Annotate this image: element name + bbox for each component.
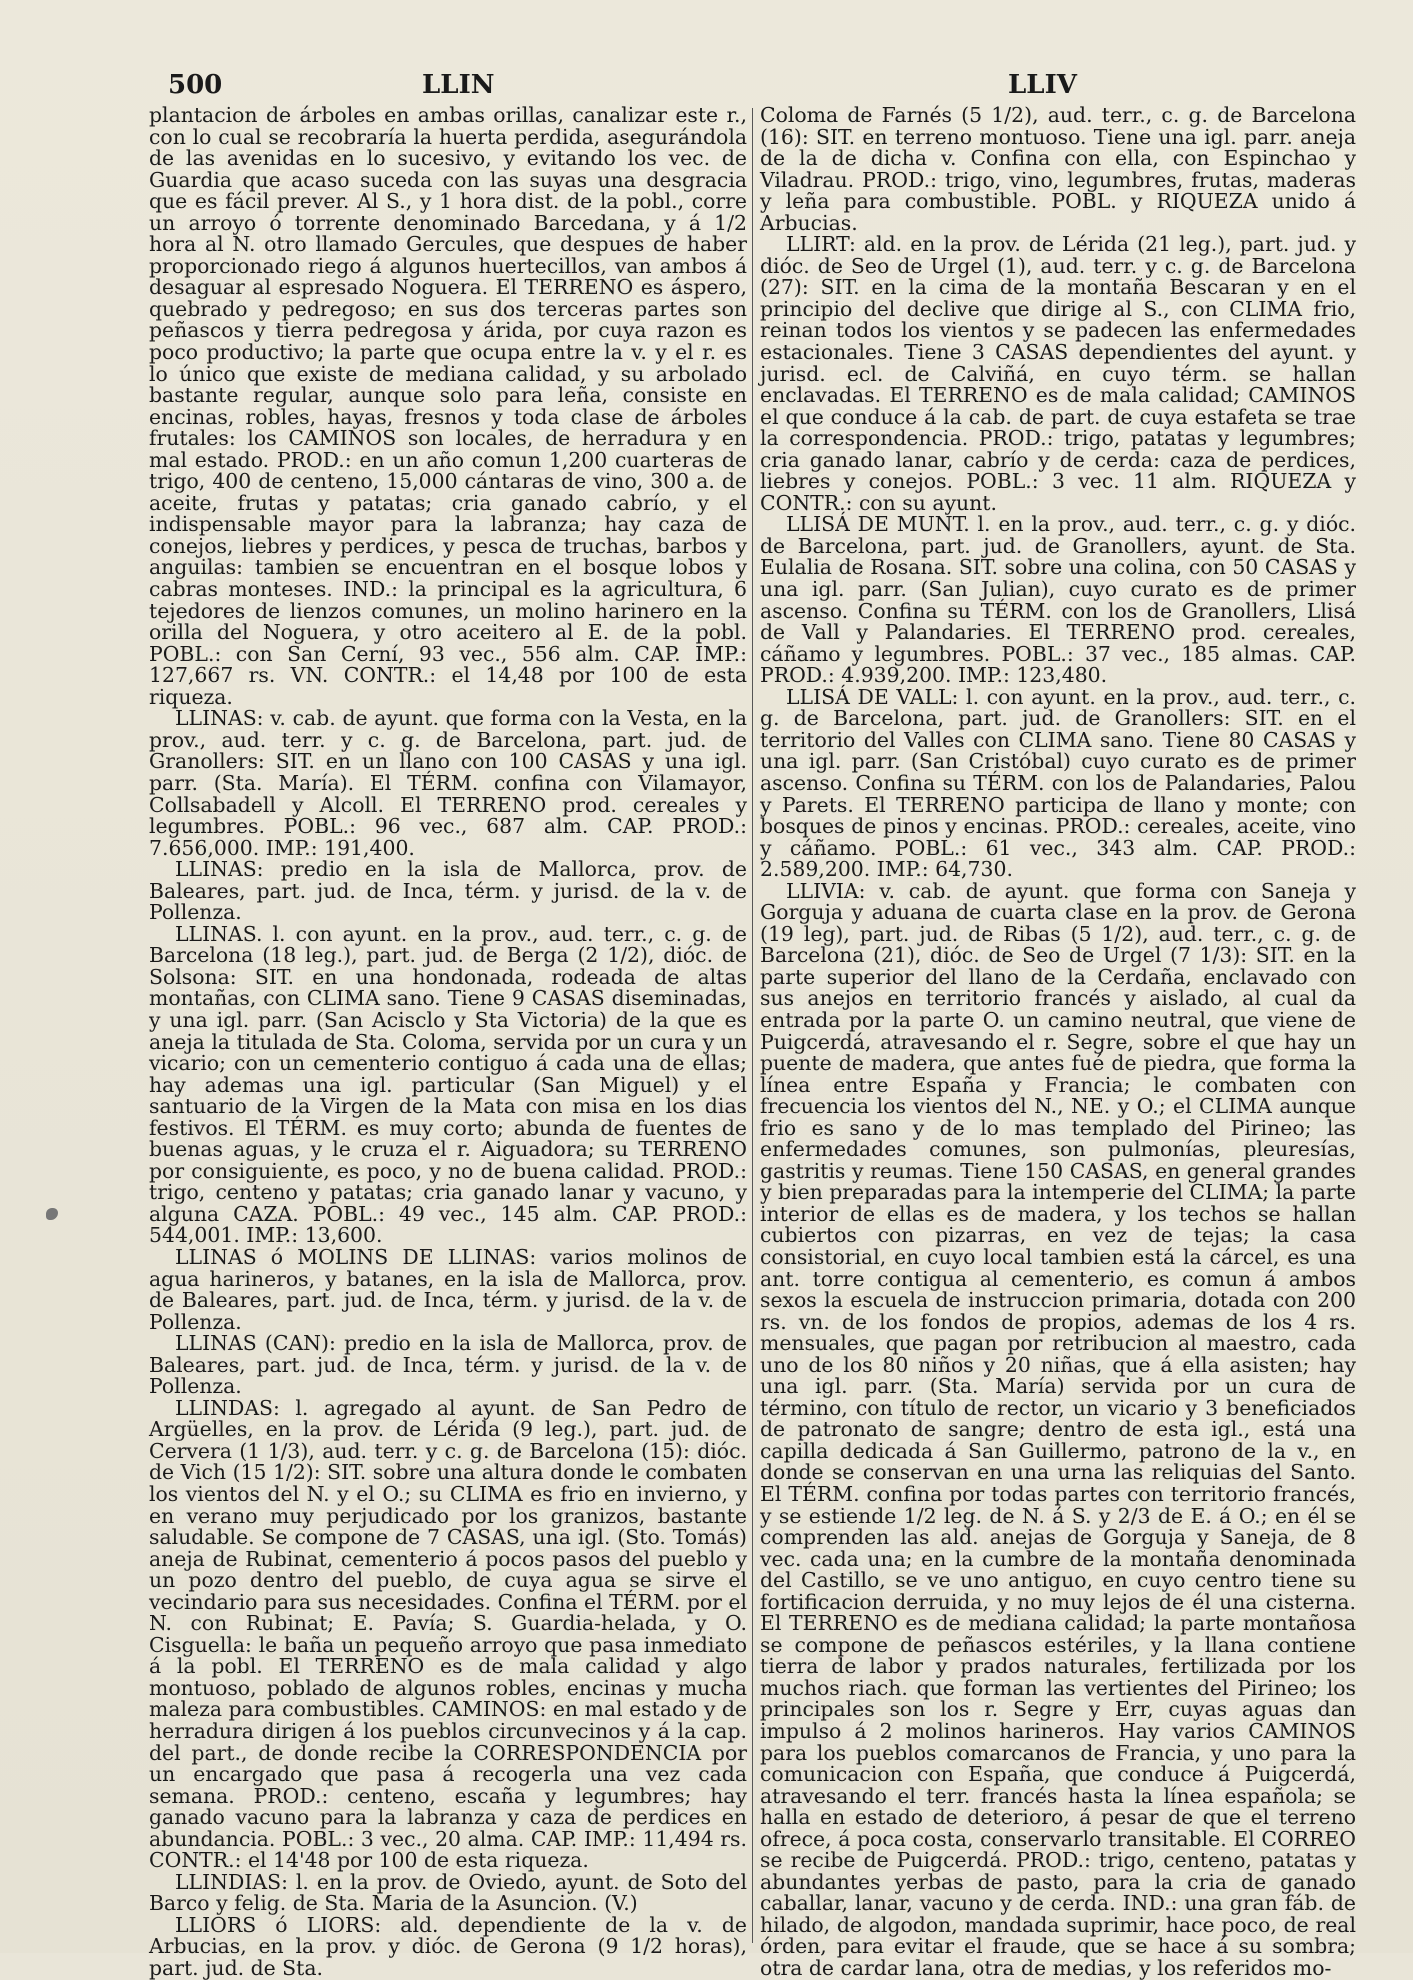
ink-speck — [46, 1208, 58, 1220]
entry-paragraph: LLISÁ DE VALL: l. con ayunt. en la prov., aud. terr., c. g. de Barcelona, part. jud. de Granollers: SIT. en el territorio del Valles con CLIMA sano. Tiene 80 CASAS y una igl. parr. (San Cristóbal) cuyo curato es de primer ascenso. Confina su TÉRM. con los de Palandaries, Palou y Parets. El TERRENO participa de llano y monte; con bosques de pinos y encinas. PROD.: cereales, aceite, vino y cáñamo. POBL.: 61 vec., 343 alm. CAP. PROD.: 2.589,200. IMP.: 64,730. — [760, 684, 1356, 882]
entry-paragraph: LLINAS ó MOLINS DE LLINAS: varios molinos de agua harineros, y batanes, en la isla de Mallorca, prov. de Baleares, part. jud. de Inca, térm. y jurisd. de la v. de Pollenza. — [149, 1244, 747, 1334]
entry-paragraph: LLINAS: v. cab. de ayunt. que forma con la Vesta, en la prov., aud. terr. y c. g. de Barcelona, part. jud. de Granollers: SIT. en un llano con 100 CASAS y una igl. parr. (Sta. María). El TÉRM. confina con Vilamayor, Collsabadell y Alcoll. El TERRENO prod. cereales y legumbres. POBL.: 96 vec., 687 alm. CAP. PROD.: 7.656,000. IMP.: 191,400. — [149, 706, 747, 860]
entry-paragraph: LLIRT: ald. en la prov. de Lérida (21 leg.), part. jud. y dióc. de Seo de Urgel (1), aud. terr. y c. g. de Barcelona (27): SIT. en la cima de la montaña Bescaran y en el principio del declive que dirige al S., con CLIMA frio, reinan todos los vientos y se padecen las enfermedades estacionales. Tiene 3 CASAS dependientes del ayunt. y jurisd. ecl. de Calviñá, en cuyo térm. se hallan enclavadas. El TERRENO es de mala calidad; CAMINOS el que conduce á la cab. de part. de cuya estafeta se trae la correspondencia. PROD.: trigo, patatas y legumbres; cria ganado lanar, cabrío y de cerda: caza de perdices, liebres y conejos. POBL.: 3 vec. 11 alm. RIQUEZA y CONTR.: con su ayunt. — [760, 232, 1356, 515]
right-running-head: LLIV — [1008, 70, 1077, 100]
column-divider — [752, 108, 753, 1943]
entry-paragraph: LLIVIA: v. cab. de ayunt. que forma con Saneja y Gorguja y aduana de cuarta clase en la prov. de Gerona (19 leg), part. jud. de Ribas (5 1/2), aud. terr., c. g. de Barcelona (21), dióc. de Seo de Urgel (7 1/3): SIT. en la parte superior del llano de la Cerdaña, enclavado con sus anejos en territorio francés y aislado, al cual da entrada por la parte O. un camino neutral, que viene de Puigcerdá, atravesando el r. Segre, sobre el que hay un puente de madera, que antes fué de piedra, que forma la línea entre España y Francia; le combaten con frecuencia los vientos del N., NE. y O.; el CLIMA aunque frio es sano y de lo mas templado del Pirineo; las enfermedades comunes, son pulmonías, pleuresías, gastritis y reumas. Tiene 150 CASAS, en general grandes y bien preparadas para la intemperie del CLIMA; la parte interior de ellas es de madera, y los techos se hallan cubiertos con pizarras, en vez de tejas; la casa consistorial, en cuyo local tambien está la cárcel, es una ant. torre contigua al cementerio, es comun á ambos sexos la escuela de instruccion primaria, dotada con 200 rs. vn. de los fondos de propios, ademas de los 4 rs. mensuales, que pagan por retribucion al maestro, cada uno de los 80 niños y 20 niñas, que á ella asisten; hay una igl. parr. (Sta. María) servida por un cura de término, con título de rector, un vicario y 3 beneficiados de patronato de sangre; dentro de esta igl., está una capilla dedicada á San Guillermo, patrono de la v., en donde se conservan en una urna las reliquias del Santo. El TÉRM. confina por todas partes con territorio francés, y se estiende 1/2 leg. de N. á S. y 2/3 de E. á O.; en él se comprenden las ald. anejas de Gorguja y Saneja, de 8 vec. cada una; en la cumbre de la montaña denominada del Castillo, se ve uno antiguo, en cuyo centro tiene su fortificacion derruida, y no muy lejos de él una cisterna. El TERRENO es de mediana calidad; la parte montañosa se compone de peñascos estériles, y la llana contiene tierra de labor y prados naturales, fertilizada por los muchos riach. que forman las vertientes del Pirineo; los principales son los r. Segre y Err, cuyas aguas dan impulso á 2 molinos harineros. Hay varios CAMINOS para los pueblos comarcanos de Francia, y uno para la comunicacion con España, que conduce á Puigcerdá, atravesando el terr. francés hasta la línea española; se halla en estado de deterioro, á pesar de que el terreno ofrece, á poca costa, conservarlo transitable. El CORREO se recibe de Puigcerdá. PROD.: trigo, centeno, patatas y abundantes yerbas de pasto, para la cria de ganado caballar, lanar, vacuno y de cerda. IND.: una gran fáb. de hilado, de algodon, mandada suprimir, hace poco, de real órden, para evitar el fraude, que se hace á su sombra; otra de cardar lana, otra de medias, y los referidos mo- — [760, 878, 1356, 1980]
right-column — [760, 103, 1356, 1980]
entry-paragraph: LLINDIAS: l. en la prov. de Oviedo, ayunt. de Soto del Barco y felig. de Sta. Maria de la Asuncion. (V.) — [149, 1869, 747, 1916]
entry-paragraph: LLISÁ DE MUNT. l. en la prov., aud. terr., c. g. y dióc. de Barcelona, part. jud. de Granollers, ayunt. de Sta. Eulalia de Rosana. SIT. sobre una colina, con 50 CASAS y una igl. parr. (San Julian), cuyo curato es de primer ascenso. Confina su TÉRM. con los de Granollers, Llisá de Vall y Palandaries. El TERRENO prod. cereales, cáñamo y legumbres. POBL.: 37 vec., 185 almas. CAP. PROD.: 4.939,200. IMP.: 123,480. — [760, 512, 1356, 688]
entry-paragraph: LLINAS. l. con ayunt. en la prov., aud. terr., c. g. de Barcelona (18 leg.), part. jud. de Berga (2 1/2), dióc. de Solsona: SIT. en una hondonada, rodeada de altas montañas, con CLIMA sano. Tiene 9 CASAS diseminadas, y una igl. parr. (San Acisclo y Sta Victoria) de la que es aneja la titulada de Sta. Coloma, servida por un cura y un vicario; con un cementerio contiguo á cada una de ellas; hay ademas una igl. particular (San Miguel) y el santuario de la Virgen de la Mata con misa en los dias festivos. El TÉRM. es muy corto; abunda de fuentes de buenas aguas, y le cruza el r. Aiguadora; su TERRENO por consiguiente, es poco, y no de buena calidad. PROD.: trigo, centeno y patatas; cria ganado lanar y vacuno, y alguna CAZA. POBL.: 49 vec., 145 alm. CAP. PROD.: 544,001. IMP.: 13,600. — [149, 921, 747, 1248]
entry-paragraph: LLIORS ó LIORS: ald. dependiente de la v. de Arbucias, en la prov. y dióc. de Gerona (9 1/2 horas), part. jud. de Sta. — [149, 1912, 747, 1980]
page-number: 500 — [168, 70, 223, 100]
left-running-head: LLIN — [422, 70, 495, 100]
entry-paragraph: LLINAS (CAN): predio en la isla de Mallorca, prov. de Baleares, part. jud. de Inca, térm. y jurisd. de la v. de Pollenza. — [149, 1331, 747, 1399]
entry-paragraph: Coloma de Farnés (5 1/2), aud. terr., c. g. de Barcelona (16): SIT. en terreno montuoso. Tiene una igl. parr. aneja de la de dicha v. Confina con ella, con Espinchao y Viladrau. PROD.: trigo, vino, legumbres, frutas, maderas y leña para combustible. POBL. y RIQUEZA unido á Arbucias. — [760, 103, 1356, 235]
entry-paragraph: LLINDAS: l. agregado al ayunt. de San Pedro de Argüelles, en la prov. de Lérida (9 leg.), part. jud. de Cervera (1 1/3), aud. terr. y c. g. de Barcelona (15): dióc. de Vich (15 1/2): SIT. sobre una altura donde le combaten los vientos del N. y el O.; su CLIMA es frio en invierno, y en verano muy perjudicado por los granizos, bastante saludable. Se compone de 7 CASAS, una igl. (Sto. Tomás) aneja de Rubinat, cementerio á pocos pasos del pueblo y un pozo dentro del pueblo, de cuya agua se sirve el vecindario para sus necesidades. Confina el TÉRM. por el N. con Rubinat; E. Pavía; S. Guardia-helada, y O. Cisguella: le baña un pequeño arroyo que pasa inmediato á la pobl. El TERRENO es de mala calidad y algo montuoso, poblado de algunos robles, encinas y mucha maleza para combustibles. CAMINOS: en mal estado y de herradura dirigen á los pueblos circunvecinos y á la cap. del part., de donde recibe la CORRESPONDENCIA por un encargado que pasa á recogerla una vez cada semana. PROD.: centeno, escaña y legumbres; hay ganado vacuno para la labranza y caza de perdices en abundancia. POBL.: 3 vec., 20 alma. CAP. IMP.: 11,494 rs. CONTR.: el 14'48 por 100 de esta riqueza. — [149, 1395, 747, 1873]
entry-paragraph: plantacion de árboles en ambas orillas, canalizar este r., con lo cual se recobraría la huerta perdida, asegurándola de las avenidas en lo sucesivo, y evitando los vec. de Guardia que acaso suceda con las suyas una desgracia que es fácil prever. Al S., y 1 hora dist. de la pobl., corre un arroyo ó torrente denominado Barcedana, y á 1/2 hora al N. otro llamado Gercules, que despues de haber proporcionado riego á algunos huertecillos, van ambos á desaguar al espresado Noguera. El TERRENO es áspero, quebrado y pedregoso; en sus dos terceras partes son peñascos y tierra pedregosa y árida, por cuya razon es poco productivo; la parte que ocupa entre la v. y el r. es lo único que existe de mediana calidad, y su arbolado bastante regular, aunque solo para leña, consiste en encinas, robles, hayas, fresnos y toda clase de árboles frutales: los CAMINOS son locales, de herradura y en mal estado. PROD.: en un año comun 1,200 cuarteras de trigo, 400 de centeno, 15,000 cántaras de vino, 300 a. de aceite, frutas y patatas; cria ganado cabrío, y el indispensable mayor para la labranza; hay caza de conejos, liebres y perdices, y pesca de truchas, barbos y anguilas: tambien se encuentran en el bosque lobos y cabras monteses. IND.: la principal es la agricultura, 6 tejedores de lienzos comunes, un molino harinero en la orilla del Noguera, y otro aceitero al E. de la pobl. POBL.: con San Cerní, 93 vec., 556 alm. CAP. IMP.: 127,667 rs. VN. CONTR.: el 14,48 por 100 de esta riqueza. — [149, 103, 747, 709]
left-column — [149, 103, 747, 1980]
entry-paragraph: LLINAS: predio en la isla de Mallorca, prov. de Baleares, part. jud. de Inca, térm. y jurisd. de la v. de Pollenza. — [149, 857, 747, 925]
